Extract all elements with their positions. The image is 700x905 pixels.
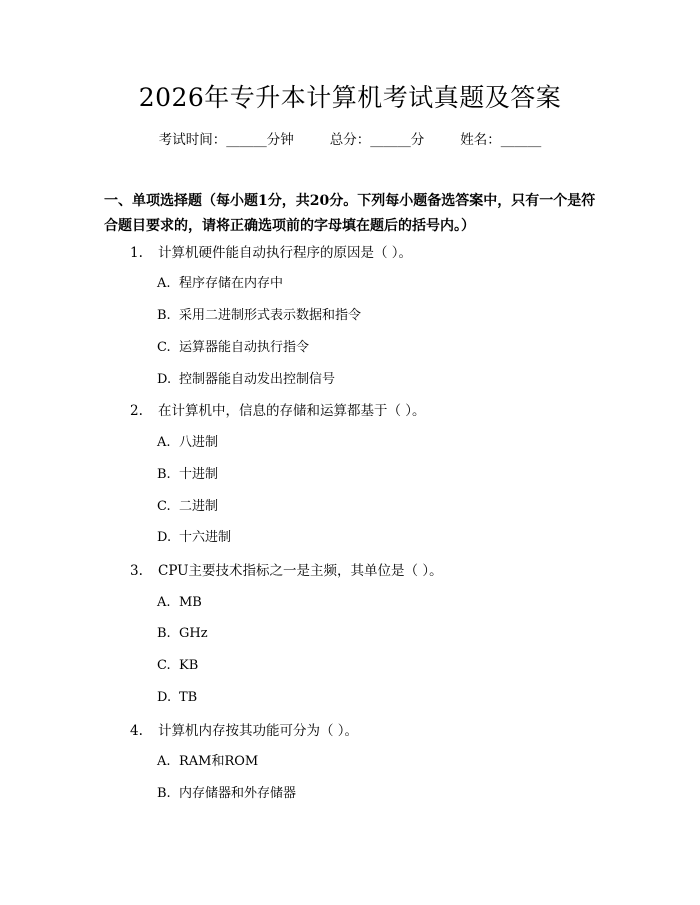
option-text: 内存储器和外存储器: [179, 786, 297, 801]
question-text: 计算机内存按其功能可分为（ ）。: [158, 723, 359, 739]
option-text: TB: [179, 690, 198, 705]
question-text: 在计算机中，信息的存储和运算都基于（ ）。: [158, 403, 426, 419]
option-letter: B.: [157, 786, 171, 801]
question-1-option-b: [157, 306, 361, 326]
option-text: 十进制: [179, 467, 219, 482]
exam-info-line: [0, 130, 700, 150]
option-text: 控制器能自动发出控制信号: [179, 372, 336, 387]
question-3: [130, 561, 443, 581]
exam-time-field: 考试时间：______分钟: [158, 132, 294, 148]
question-3-option-c: [157, 656, 198, 676]
question-3-option-d: [157, 688, 197, 708]
question-1-option-c: [157, 338, 309, 358]
option-text: KB: [179, 658, 199, 673]
question-4: [130, 721, 358, 741]
option-text: 程序存储在内存中: [179, 276, 284, 291]
question-number: 3.: [130, 563, 143, 579]
option-letter: D.: [157, 530, 172, 545]
question-2: [130, 401, 426, 421]
question-number: 4.: [130, 723, 143, 739]
total-score-field: 总分：______分: [329, 132, 425, 148]
option-text: RAM和ROM: [179, 754, 259, 769]
question-2-option-d: [157, 528, 231, 548]
option-letter: C.: [157, 658, 171, 673]
option-letter: A.: [157, 595, 171, 610]
option-letter: B.: [157, 308, 171, 323]
option-letter: B.: [157, 467, 171, 482]
option-text: 十六进制: [179, 530, 232, 545]
question-3-option-a: [157, 593, 202, 613]
question-number: 1.: [130, 245, 143, 261]
question-1-option-d: [157, 370, 335, 390]
question-3-option-b: [157, 624, 208, 644]
question-text: 计算机硬件能自动执行程序的原因是（ ）。: [158, 245, 413, 261]
option-text: 八进制: [179, 435, 219, 450]
question-4-option-b: [157, 784, 296, 804]
option-letter: C.: [157, 340, 171, 355]
question-4-option-a: [157, 752, 258, 772]
option-letter: A.: [157, 435, 171, 450]
option-text: 采用二进制形式表示数据和指令: [179, 308, 362, 323]
question-1: [130, 243, 412, 263]
section-header-line-2: 合题目要求的，请将正确选项前的字母填在题后的括号内。）: [104, 218, 475, 234]
option-text: MB: [179, 595, 202, 610]
student-name-field: 姓名：______: [460, 132, 542, 148]
question-2-option-a: [157, 433, 218, 453]
question-number: 2.: [130, 403, 143, 419]
option-letter: A.: [157, 754, 171, 769]
option-text: GHz: [179, 626, 208, 641]
question-2-option-b: [157, 465, 218, 485]
page-title: 2026年专升本计算机考试真题及答案: [138, 83, 562, 112]
option-letter: D.: [157, 372, 172, 387]
question-2-option-c: [157, 497, 218, 517]
option-text: 二进制: [179, 499, 219, 514]
question-text: CPU主要技术指标之一是主频，其单位是（ ）。: [158, 563, 443, 579]
option-letter: B.: [157, 626, 171, 641]
section-header: [104, 189, 604, 239]
option-letter: D.: [157, 690, 172, 705]
option-text: 运算器能自动执行指令: [179, 340, 310, 355]
option-letter: C.: [157, 499, 171, 514]
question-1-option-a: [157, 274, 283, 294]
option-letter: A.: [157, 276, 171, 291]
section-header-line-1: 一、单项选择题（每小题1分，共20分。下列每小题备选答案中，只有一个是符: [104, 193, 596, 209]
